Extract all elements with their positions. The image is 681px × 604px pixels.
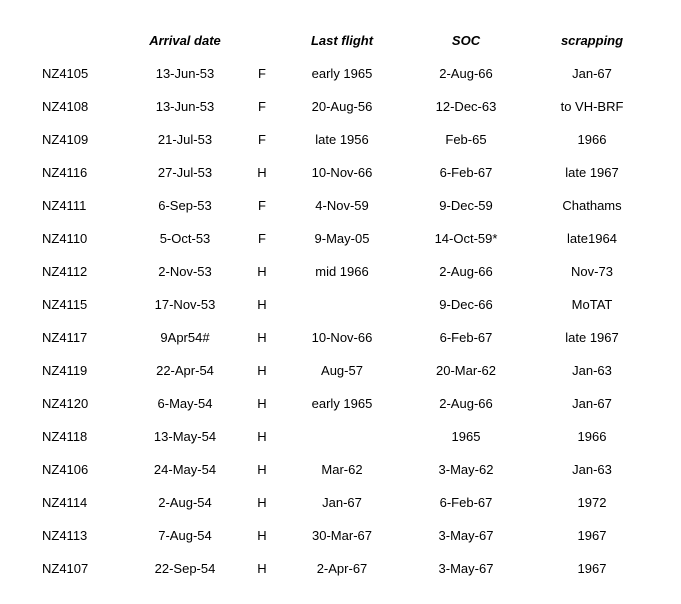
code-cell: H xyxy=(257,165,267,180)
arrival-date-cell: 24-May-54 xyxy=(153,462,217,477)
scrapping-cell: 1972 xyxy=(577,495,607,510)
header-cell-soc: SOC xyxy=(451,33,481,48)
serial-cell: NZ4109 xyxy=(42,132,89,147)
serial-cell: NZ4110 xyxy=(42,231,88,246)
table-row xyxy=(0,90,681,123)
arrival-date-cell: 7-Aug-54 xyxy=(158,528,212,543)
serial-cell: NZ4105 xyxy=(42,66,89,81)
scrapping-cell: 1966 xyxy=(577,132,607,147)
arrival-date-cell: 2-Aug-54 xyxy=(158,495,212,510)
last-flight-cell: 30-Mar-67 xyxy=(312,528,372,543)
scrapping-cell: Jan-67 xyxy=(572,396,612,411)
soc-cell: 3-May-67 xyxy=(438,528,494,543)
last-flight-cell: 10-Nov-66 xyxy=(311,330,373,345)
table-row xyxy=(0,519,681,552)
table-row xyxy=(0,123,681,156)
serial-cell: NZ4118 xyxy=(42,429,88,444)
code-cell: H xyxy=(257,297,267,312)
scrapping-cell: Chathams xyxy=(562,198,622,213)
scrapping-cell: late1964 xyxy=(567,231,617,246)
code-cell: F xyxy=(258,198,266,213)
soc-cell: 14-Oct-59* xyxy=(434,231,498,246)
soc-cell: 20-Mar-62 xyxy=(436,363,496,378)
table-row xyxy=(0,156,681,189)
soc-cell: 2-Aug-66 xyxy=(439,264,493,279)
serial-cell: NZ4113 xyxy=(42,528,88,543)
table-row xyxy=(0,486,681,519)
serial-cell: NZ4112 xyxy=(42,264,88,279)
code-cell: F xyxy=(258,132,266,147)
scrapping-cell: Jan-63 xyxy=(572,462,612,477)
soc-cell: 1965 xyxy=(451,429,481,444)
code-cell: F xyxy=(258,99,266,114)
last-flight-cell: 2-Apr-67 xyxy=(316,561,368,576)
table-row xyxy=(0,387,681,420)
scrapping-cell: MoTAT xyxy=(571,297,613,312)
arrival-date-cell: 2-Nov-53 xyxy=(158,264,212,279)
arrival-date-cell: 9Apr54# xyxy=(160,330,210,345)
header-cell-arrival-date: Arrival date xyxy=(149,33,221,48)
table-row xyxy=(0,189,681,222)
code-cell: H xyxy=(257,561,267,576)
arrival-date-cell: 22-Sep-54 xyxy=(154,561,216,576)
soc-cell: 2-Aug-66 xyxy=(439,66,493,81)
code-cell: F xyxy=(258,66,266,81)
serial-cell: NZ4120 xyxy=(42,396,89,411)
header-cell-code xyxy=(242,24,282,57)
table-row xyxy=(0,255,681,288)
last-flight-cell: 10-Nov-66 xyxy=(311,165,373,180)
header-cell-last-flight: Last flight xyxy=(310,33,374,48)
scrapping-cell: Jan-63 xyxy=(572,363,612,378)
header-cell-serial xyxy=(42,24,122,57)
soc-cell: 3-May-62 xyxy=(438,462,494,477)
scrapping-cell: 1967 xyxy=(577,561,607,576)
scrapping-cell: 1967 xyxy=(577,528,607,543)
serial-cell: NZ4106 xyxy=(42,462,89,477)
serial-cell: NZ4111 xyxy=(42,198,87,213)
soc-cell: 2-Aug-66 xyxy=(439,396,493,411)
serial-cell: NZ4114 xyxy=(42,495,88,510)
last-flight-cell: 20-Aug-56 xyxy=(311,99,373,114)
last-flight-cell: early 1965 xyxy=(311,66,373,81)
arrival-date-cell: 13-Jun-53 xyxy=(155,66,215,81)
scrapping-cell: to VH-BRF xyxy=(560,99,624,114)
soc-cell: 9-Dec-59 xyxy=(439,198,493,213)
arrival-date-cell: 5-Oct-53 xyxy=(159,231,211,246)
arrival-date-cell: 17-Nov-53 xyxy=(154,297,216,312)
soc-cell: 9-Dec-66 xyxy=(439,297,493,312)
code-cell: H xyxy=(257,396,267,411)
last-flight-cell: Mar-62 xyxy=(321,462,363,477)
last-flight-cell: late 1956 xyxy=(315,132,369,147)
last-flight-cell xyxy=(287,420,397,453)
soc-cell: Feb-65 xyxy=(445,132,487,147)
serial-cell: NZ4119 xyxy=(42,363,88,378)
code-cell: H xyxy=(257,330,267,345)
code-cell: H xyxy=(257,363,267,378)
table-row xyxy=(0,453,681,486)
table-row xyxy=(0,420,681,453)
table-row xyxy=(0,288,681,321)
code-cell: H xyxy=(257,495,267,510)
serial-cell: NZ4116 xyxy=(42,165,88,180)
scrapping-cell: late 1967 xyxy=(565,330,619,345)
table-row xyxy=(0,321,681,354)
arrival-date-cell: 22-Apr-54 xyxy=(156,363,214,378)
serial-cell: NZ4115 xyxy=(42,297,88,312)
arrival-date-cell: 13-May-54 xyxy=(153,429,217,444)
serial-cell: NZ4108 xyxy=(42,99,89,114)
last-flight-cell: 4-Nov-59 xyxy=(315,198,369,213)
last-flight-cell: 9-May-05 xyxy=(314,231,370,246)
soc-cell: 6-Feb-67 xyxy=(439,165,493,180)
last-flight-cell: early 1965 xyxy=(311,396,373,411)
code-cell: F xyxy=(258,231,266,246)
arrival-date-cell: 27-Jul-53 xyxy=(157,165,213,180)
table-row xyxy=(0,57,681,90)
code-cell: H xyxy=(257,264,267,279)
arrival-date-cell: 21-Jul-53 xyxy=(157,132,213,147)
serial-cell: NZ4117 xyxy=(42,330,88,345)
code-cell: H xyxy=(257,528,267,543)
arrival-date-cell: 13-Jun-53 xyxy=(155,99,215,114)
arrival-date-cell: 6-May-54 xyxy=(157,396,213,411)
code-cell: H xyxy=(257,462,267,477)
scrapping-cell: Jan-67 xyxy=(572,66,612,81)
soc-cell: 6-Feb-67 xyxy=(439,330,493,345)
scrapping-cell: late 1967 xyxy=(565,165,619,180)
arrival-date-cell: 6-Sep-53 xyxy=(158,198,212,213)
scrapping-cell: Nov-73 xyxy=(571,264,613,279)
last-flight-cell: Jan-67 xyxy=(322,495,362,510)
last-flight-cell xyxy=(287,288,397,321)
soc-cell: 3-May-67 xyxy=(438,561,494,576)
code-cell: H xyxy=(257,429,267,444)
table-row xyxy=(0,222,681,255)
table-row xyxy=(0,552,681,585)
last-flight-cell: mid 1966 xyxy=(315,264,369,279)
header-cell-scrapping: scrapping xyxy=(560,33,624,48)
last-flight-cell: Aug-57 xyxy=(321,363,363,378)
table-row xyxy=(0,354,681,387)
soc-cell: 6-Feb-67 xyxy=(439,495,493,510)
scrapping-cell: 1966 xyxy=(577,429,607,444)
soc-cell: 12-Dec-63 xyxy=(435,99,497,114)
serial-cell: NZ4107 xyxy=(42,561,89,576)
header-row xyxy=(0,24,681,57)
